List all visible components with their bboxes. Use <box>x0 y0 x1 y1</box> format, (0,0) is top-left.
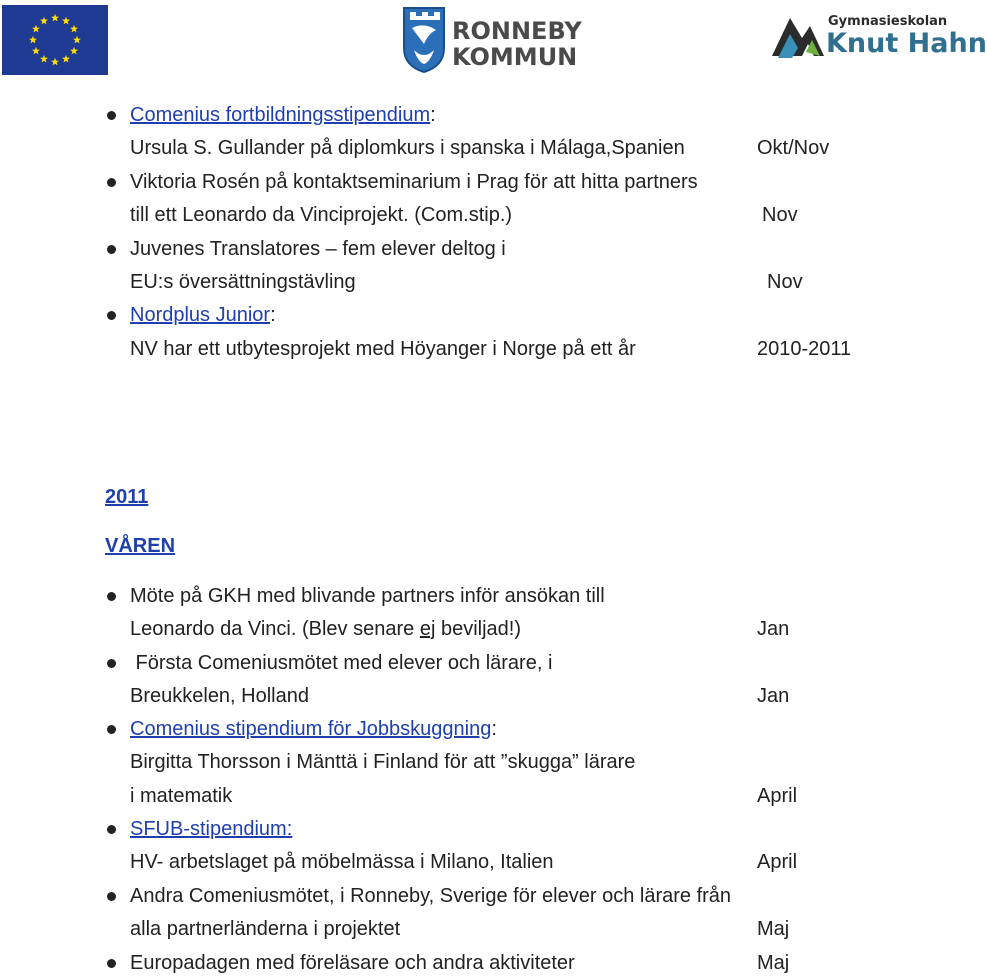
item-text-line: HV- arbetslaget på möbelmässa i Milano, Italien <box>130 851 554 873</box>
text-segment: beviljad!) <box>435 618 522 640</box>
text-segment: Leonardo da Vinci. (Blev senare <box>130 618 420 640</box>
bullet-icon <box>107 825 116 834</box>
comenius-fortbildning-link[interactable]: Comenius fortbildningsstipendium <box>130 104 431 126</box>
date-label: Maj <box>757 918 790 940</box>
date-label: Jan <box>757 685 790 707</box>
bullet-icon <box>107 592 116 601</box>
date-label: April <box>757 851 798 873</box>
item-nordplus-junior <box>130 303 276 327</box>
bullet-icon <box>107 892 116 901</box>
knut-hahn-title: Knut Hahn <box>826 28 987 59</box>
item-text-line: Ursula S. Gullander på diplomkurs i spanska i Málaga,Spanien <box>130 137 685 159</box>
item-text-line: i matematik <box>130 785 233 807</box>
comenius-jobbskuggning-link[interactable]: Comenius stipendium för Jobbskuggning <box>130 718 492 740</box>
bullet-icon <box>107 111 116 120</box>
season-heading: VÅREN <box>105 535 176 557</box>
bullet-icon <box>107 659 116 668</box>
colon: : <box>491 718 497 740</box>
date-label: April <box>757 785 798 807</box>
item-text-line: NV har ett utbytesprojekt med Höyanger i Norge på ett år <box>130 338 636 360</box>
item-sfub-stipendium <box>130 817 292 841</box>
item-text-line: till ett Leonardo da Vinciprojekt. (Com.stip.) <box>130 204 513 226</box>
date-label: 2010-2011 <box>757 338 852 360</box>
bullet-icon <box>107 245 116 254</box>
item-text-line: Viktoria Rosén på kontaktseminarium i Prag för att hitta partners <box>130 171 698 193</box>
item-comenius-fortbildning <box>130 103 436 127</box>
item-text-line: alla partnerländerna i projektet <box>130 918 401 940</box>
item-text-line: Första Comeniusmötet med elever och lärare, i <box>130 652 553 674</box>
date-label: Nov <box>767 271 803 293</box>
bullet-icon <box>107 178 116 187</box>
item-text-line: Andra Comeniusmötet, i Ronneby, Sverige för elever och lärare från <box>130 885 732 907</box>
date-label: Okt/Nov <box>757 137 830 159</box>
ej-underlined: ej <box>419 618 436 640</box>
sfub-stipendium-link[interactable]: SFUB-stipendium: <box>130 818 293 840</box>
item-text-line: Juvenes Translatores – fem elever deltog i <box>130 238 506 260</box>
item-text-line: Birgitta Thorsson i Mänttä i Finland för att ”skugga” lärare <box>130 751 636 773</box>
item-text-line: Möte på GKH med blivande partners inför ansökan till <box>130 585 605 607</box>
date-label: Jan <box>757 618 790 640</box>
item-comenius-jobbskuggning <box>130 717 497 741</box>
ronneby-wordmark-line1: RONNEBY <box>452 17 582 45</box>
ronneby-wordmark-line2: KOMMUN <box>452 43 578 71</box>
item-text-line <box>130 617 521 641</box>
year-heading: 2011 <box>105 486 149 508</box>
bullet-icon <box>107 959 116 968</box>
item-text-line: Breukkelen, Holland <box>130 685 309 707</box>
date-label: Nov <box>762 204 798 226</box>
nordplus-junior-link[interactable]: Nordplus Junior <box>130 304 271 326</box>
item-text-line: Europadagen med föreläsare och andra aktiviteter <box>130 952 575 974</box>
bullet-icon <box>107 311 116 320</box>
colon: : <box>270 304 276 326</box>
bullet-icon <box>107 725 116 734</box>
colon: : <box>430 104 436 126</box>
item-text-line: EU:s översättningstävling <box>130 271 356 293</box>
date-label: Maj <box>757 952 790 974</box>
knut-hahn-subtitle: Gymnasieskolan <box>828 14 948 29</box>
